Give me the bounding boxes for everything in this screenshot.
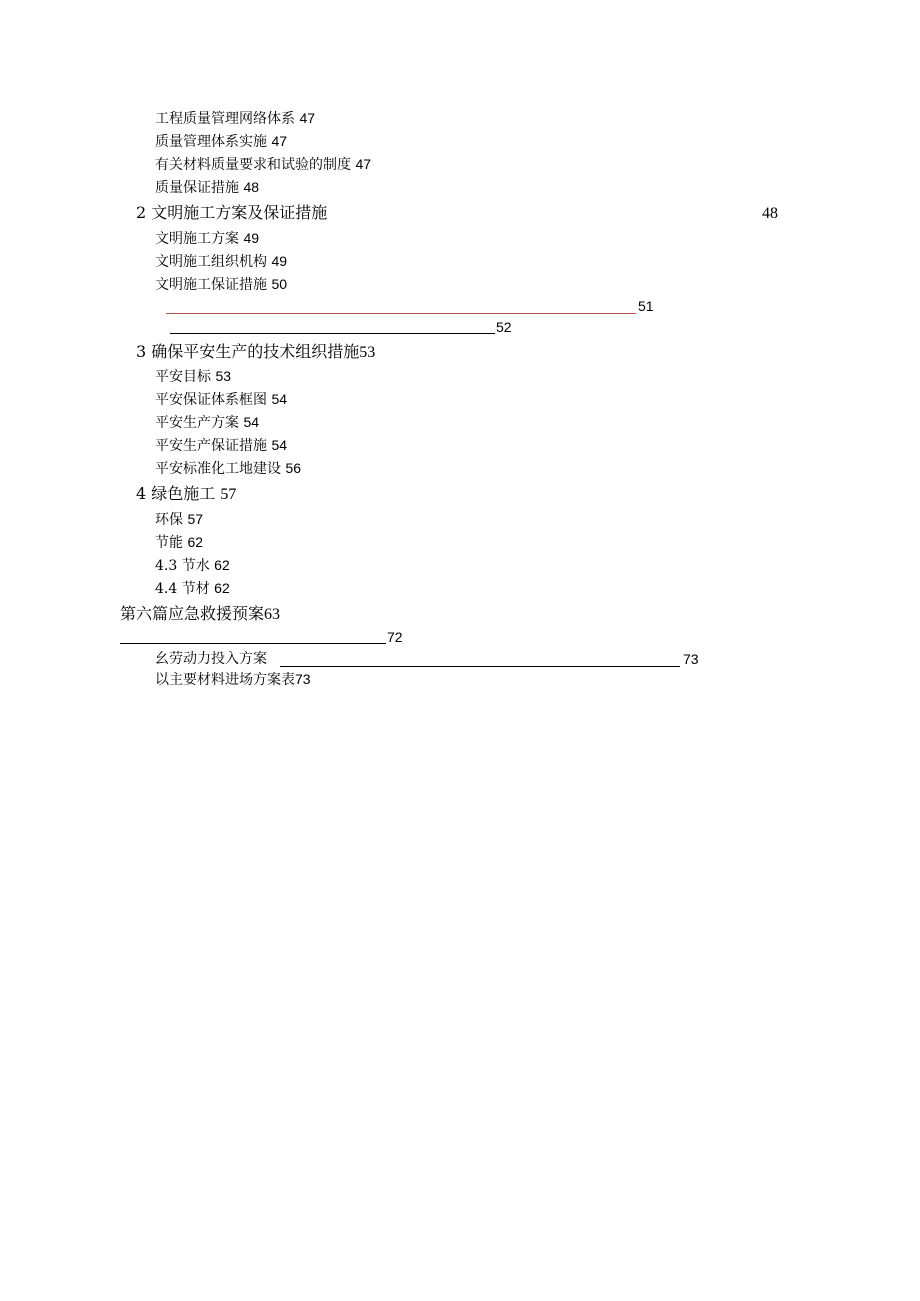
toc-entry-title: 平安保证体系框图	[155, 392, 267, 408]
toc-entry-page: 52	[496, 319, 512, 335]
toc-entry-title: 文明施工组织机构	[155, 254, 267, 270]
toc-entry-page: 51	[638, 298, 654, 314]
toc-part-page: 63	[264, 606, 281, 623]
toc-section-page: 53	[359, 344, 376, 361]
toc-entry-page: 54	[243, 414, 260, 430]
toc-entry	[155, 252, 287, 271]
toc-entry-title: 平安生产保证措施	[155, 438, 267, 454]
toc-entry-page: 47	[355, 156, 372, 172]
leader-line	[170, 333, 495, 334]
toc-entry	[155, 579, 230, 598]
toc-entry-title: 幺劳动力投入方案	[155, 651, 267, 667]
toc-entry	[155, 155, 371, 174]
toc-entry-page: 47	[299, 110, 316, 126]
toc-entry	[155, 670, 311, 689]
toc-entry	[155, 132, 287, 151]
toc-entry-title: 4.4 节材	[155, 581, 210, 597]
toc-entry-title: 文明施工保证措施	[155, 277, 267, 293]
leader-line	[280, 666, 680, 667]
toc-entry-page: 54	[271, 391, 288, 407]
toc-entry-page: 72	[387, 629, 403, 645]
leader-line	[120, 643, 386, 644]
toc-entry	[155, 109, 315, 128]
toc-entry-page: 62	[214, 557, 230, 573]
toc-entry-page: 54	[271, 437, 288, 453]
toc-section-title: 4 绿色施工	[136, 484, 216, 503]
toc-section	[136, 484, 236, 505]
toc-entry	[155, 436, 287, 455]
toc-section-title: 3 确保平安生产的技术组织措施	[136, 342, 360, 361]
toc-entry-title: 以主要材料进场方案表	[155, 672, 295, 688]
toc-entry	[155, 533, 203, 552]
toc-entry-page: 49	[243, 230, 260, 246]
toc-entry-title: 平安目标	[155, 369, 211, 385]
toc-entry-page: 48	[243, 179, 260, 195]
toc-entry-title: 质量管理体系实施	[155, 134, 267, 150]
toc-entry	[155, 367, 231, 386]
toc-entry-page: 49	[271, 253, 288, 269]
toc-entry	[155, 459, 301, 478]
toc-entry-page: 62	[187, 534, 204, 550]
toc-section-title: 2 文明施工方案及保证措施	[136, 203, 328, 222]
toc-entry	[155, 178, 259, 197]
toc-entry-title: 环保	[155, 512, 183, 528]
toc-entry	[155, 413, 259, 432]
toc-entry-page: 73	[683, 651, 699, 667]
toc-section-page	[762, 203, 778, 224]
toc-entry	[155, 275, 287, 294]
toc-entry-page: 53	[215, 368, 232, 384]
toc-section	[136, 342, 375, 363]
toc-entry-page: 73	[295, 671, 311, 687]
toc-entry-page: 57	[187, 511, 204, 527]
toc-entry-page: 62	[214, 580, 230, 596]
toc-entry-page: 50	[271, 276, 288, 292]
toc-section-page-number: 48	[762, 205, 778, 222]
toc-entry-title: 工程质量管理网络体系	[155, 111, 295, 127]
toc-part-title: 第六篇应急救援预案	[120, 604, 265, 623]
toc-part	[120, 604, 280, 625]
toc-entry-page: 56	[285, 460, 302, 476]
toc-entry	[155, 510, 203, 529]
toc-entry-title: 4.3 节水	[155, 558, 210, 574]
toc-entry-title: 有关材料质量要求和试验的制度	[155, 157, 351, 173]
toc-entry	[155, 390, 287, 409]
toc-entry-title: 文明施工方案	[155, 231, 239, 247]
toc-entry-page: 47	[271, 133, 288, 149]
toc-entry-title: 质量保证措施	[155, 180, 239, 196]
toc-entry-title: 平安标准化工地建设	[155, 461, 281, 477]
toc-section-page: 57	[220, 486, 237, 503]
toc-entry	[155, 556, 230, 575]
leader-line	[166, 313, 636, 314]
toc-entry-title: 平安生产方案	[155, 415, 239, 431]
toc-entry-title: 节能	[155, 535, 183, 551]
toc-entry	[155, 229, 259, 248]
